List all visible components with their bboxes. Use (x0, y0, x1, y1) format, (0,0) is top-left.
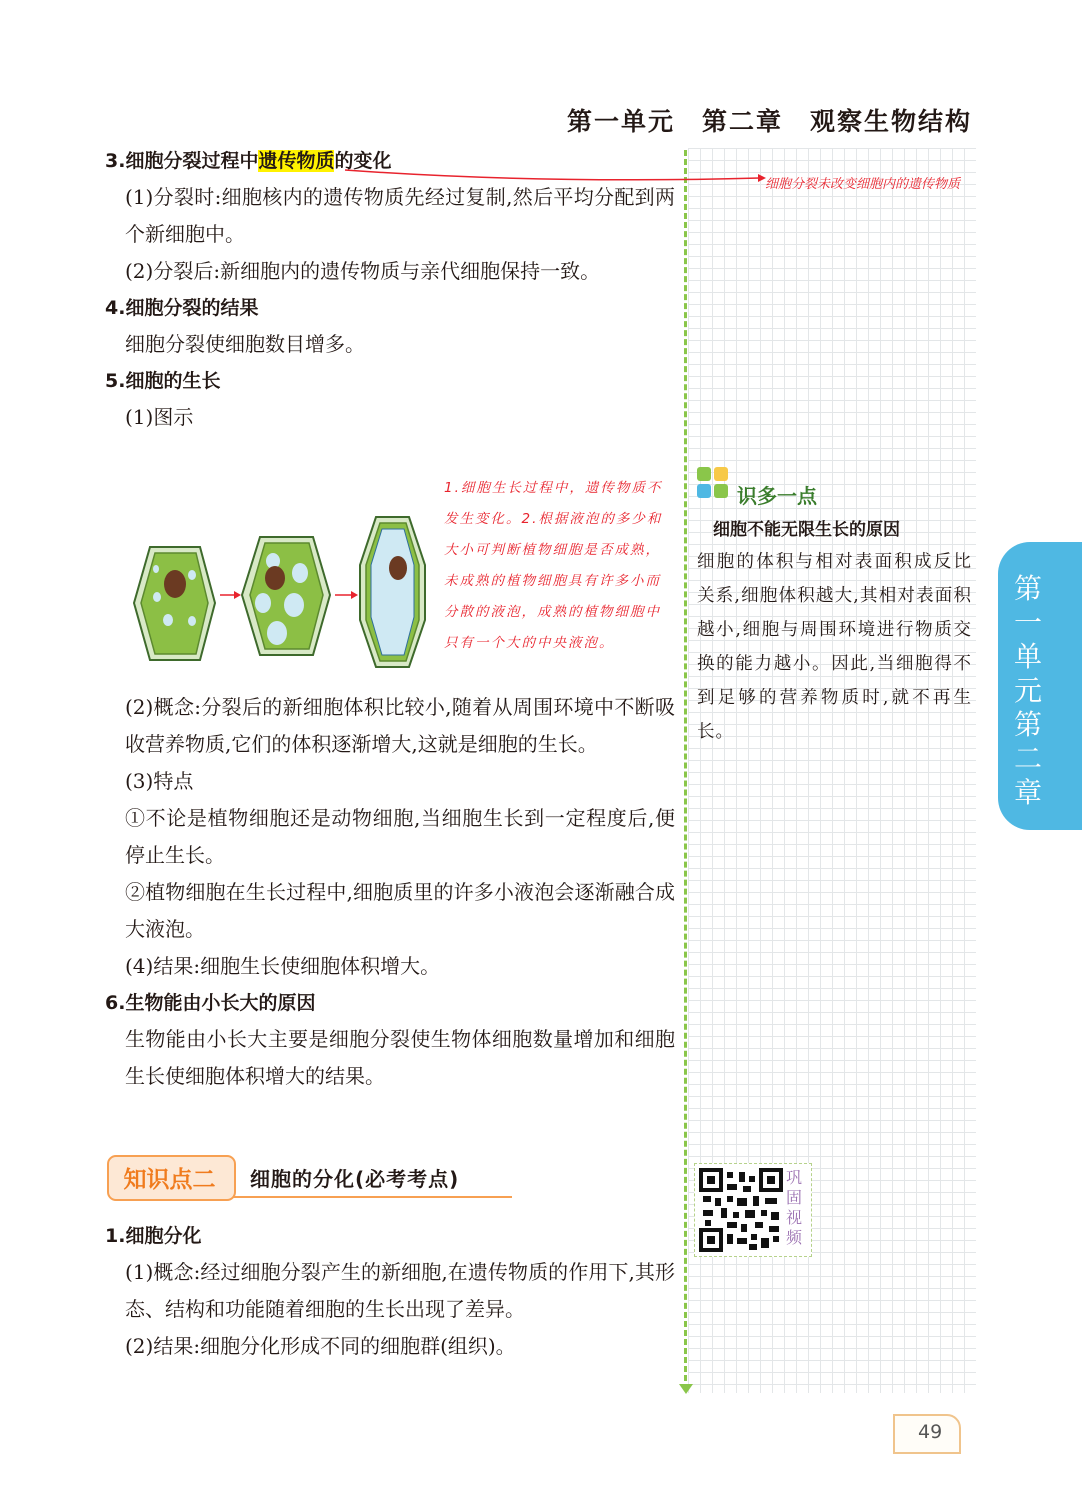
paragraph: (2)分裂后:新细胞内的遗传物质与亲代细胞保持一致。 (125, 259, 601, 283)
mature-cell-image (360, 517, 425, 667)
section-title-5: 5.细胞的生长 (105, 370, 221, 392)
paragraph: 生物能由小长大主要是细胞分裂使生物体细胞数量增加和细胞生长使细胞体积增大的结果。 (125, 1027, 675, 1088)
figure-note: 1.细胞生长过程中，遗传物质不发生变化。2.根据液泡的多少和大小可判断植物细胞是否成熟，未成熟的植物细胞具有许多小而分散的液泡，成熟的植物细胞中只有一个大的中央液泡。 (444, 480, 663, 651)
knowledge-icon (695, 463, 735, 503)
kp-underline (232, 1196, 512, 1198)
paragraph: 细胞分裂使细胞数目增多。 (125, 332, 365, 356)
section-title-d1: 1.细胞分化 (105, 1225, 202, 1247)
paragraph: (4)结果:细胞生长使细胞体积增大。 (125, 954, 441, 978)
section-title-3: 3.细胞分裂过程中遗传物质的变化 (105, 150, 392, 172)
paragraph: (2)结果:细胞分化形成不同的细胞群(组织)。 (125, 1334, 516, 1358)
paragraph: ①不论是植物细胞还是动物细胞,当细胞生长到一定程度后,便停止生长。 (125, 806, 675, 867)
chapter-side-tab (998, 542, 1082, 830)
kp-title: 细胞的分化(必考考点) (250, 1167, 460, 1191)
young-cell-image (134, 547, 215, 660)
knowledge-subtitle: 细胞不能无限生长的原因 (713, 520, 900, 540)
section-title-4: 4.细胞分裂的结果 (105, 297, 259, 319)
section-title-6: 6.生物能由小长大的原因 (105, 992, 316, 1014)
page-number: 49 (918, 1421, 943, 1443)
paragraph: (1)分裂时:细胞核内的遗传物质先经过复制,然后平均分配到两个新细胞中。 (125, 185, 675, 246)
page-header-title: 第一单元 第二章 观察生物结构 (566, 107, 972, 136)
paragraph: (1)概念:经过细胞分裂产生的新细胞,在遗传物质的作用下,其形态、结构和功能随着细胞的生长出现了差异。 (125, 1260, 675, 1321)
paragraph: ②植物细胞在生长过程中,细胞质里的许多小液泡会逐渐融合成大液泡。 (125, 880, 675, 941)
paragraph: (1)图示 (125, 405, 194, 429)
chapter-tab-label: 第一单元第二章 (1014, 572, 1043, 809)
side-note: 细胞分裂未改变细胞内的遗传物质 (765, 177, 961, 192)
kp-label: 知识点二 (123, 1166, 216, 1193)
highlighted-term: 遗传物质 (258, 150, 335, 172)
divider-arrow-icon (679, 1384, 693, 1394)
growing-cell-image (242, 537, 330, 655)
side-note-arrow (340, 160, 770, 190)
knowledge-body: 细胞的体积与相对表面积成反比关系,细胞体积越大,其相对表面积越小,细胞与周围环境进行物质交换的能力越小。因此,当细胞得不到足够的营养物质时,就不再生长。 (697, 552, 972, 742)
cell-growth-figure (120, 505, 440, 695)
qr-label: 巩固视频 (786, 1168, 803, 1247)
arrow-icon (234, 591, 241, 599)
qr-code-icon[interactable] (699, 1168, 783, 1252)
differentiation-section (105, 1218, 675, 1365)
column-divider (684, 150, 687, 1390)
paragraph: (3)特点 (125, 769, 194, 793)
knowledge-title: 识多一点 (737, 484, 817, 508)
paragraph: (2)概念:分裂后的新细胞体积比较小,随着从周围环境中不断吸收营养物质,它们的体积逐渐增大,这就是细胞的生长。 (125, 695, 675, 756)
arrow-icon (351, 591, 358, 599)
